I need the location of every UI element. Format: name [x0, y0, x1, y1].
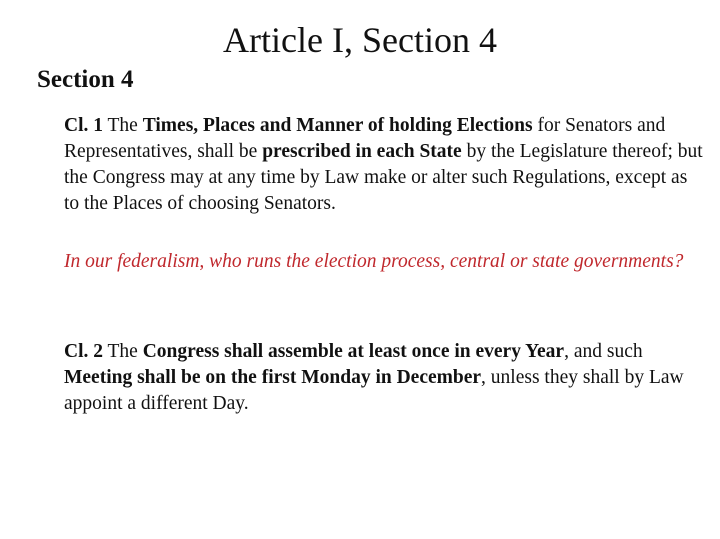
clause-1-text-1: The — [103, 115, 143, 136]
clause-1-label: Cl. 1 — [64, 115, 103, 136]
clause-2-text-3: , unless they shall by Law appoint a different Day. — [64, 367, 684, 414]
clause-2-text-2: , and such — [564, 341, 643, 362]
section-heading: Section 4 — [37, 66, 134, 93]
slide-title: Article I, Section 4 — [223, 20, 497, 60]
discussion-question: In our federalism, who runs the election process, central or state governments? — [64, 251, 684, 272]
clause-2-label: Cl. 2 — [64, 341, 103, 362]
clause-1-paragraph — [64, 113, 704, 217]
clause-2-bold-1: Congress shall assemble at least once in every Year — [142, 341, 565, 362]
clause-1-bold-1: Times, Places and Manner of holding Elections — [142, 115, 533, 136]
clause-1-text-2: for Senators and Representatives, shall be — [64, 115, 666, 162]
clause-1-text-3: by the Legislature thereof; but the Congress may at any time by Law make or alter such Regulations, except as to the Places of choosing Senators. — [64, 141, 703, 214]
clause-2-bold-2: Meeting shall be on the first Monday in December — [64, 367, 482, 388]
clause-1-bold-2: prescribed in each State — [262, 141, 462, 162]
clause-2-paragraph — [64, 339, 704, 417]
clause-2-text-1: The — [103, 341, 143, 362]
